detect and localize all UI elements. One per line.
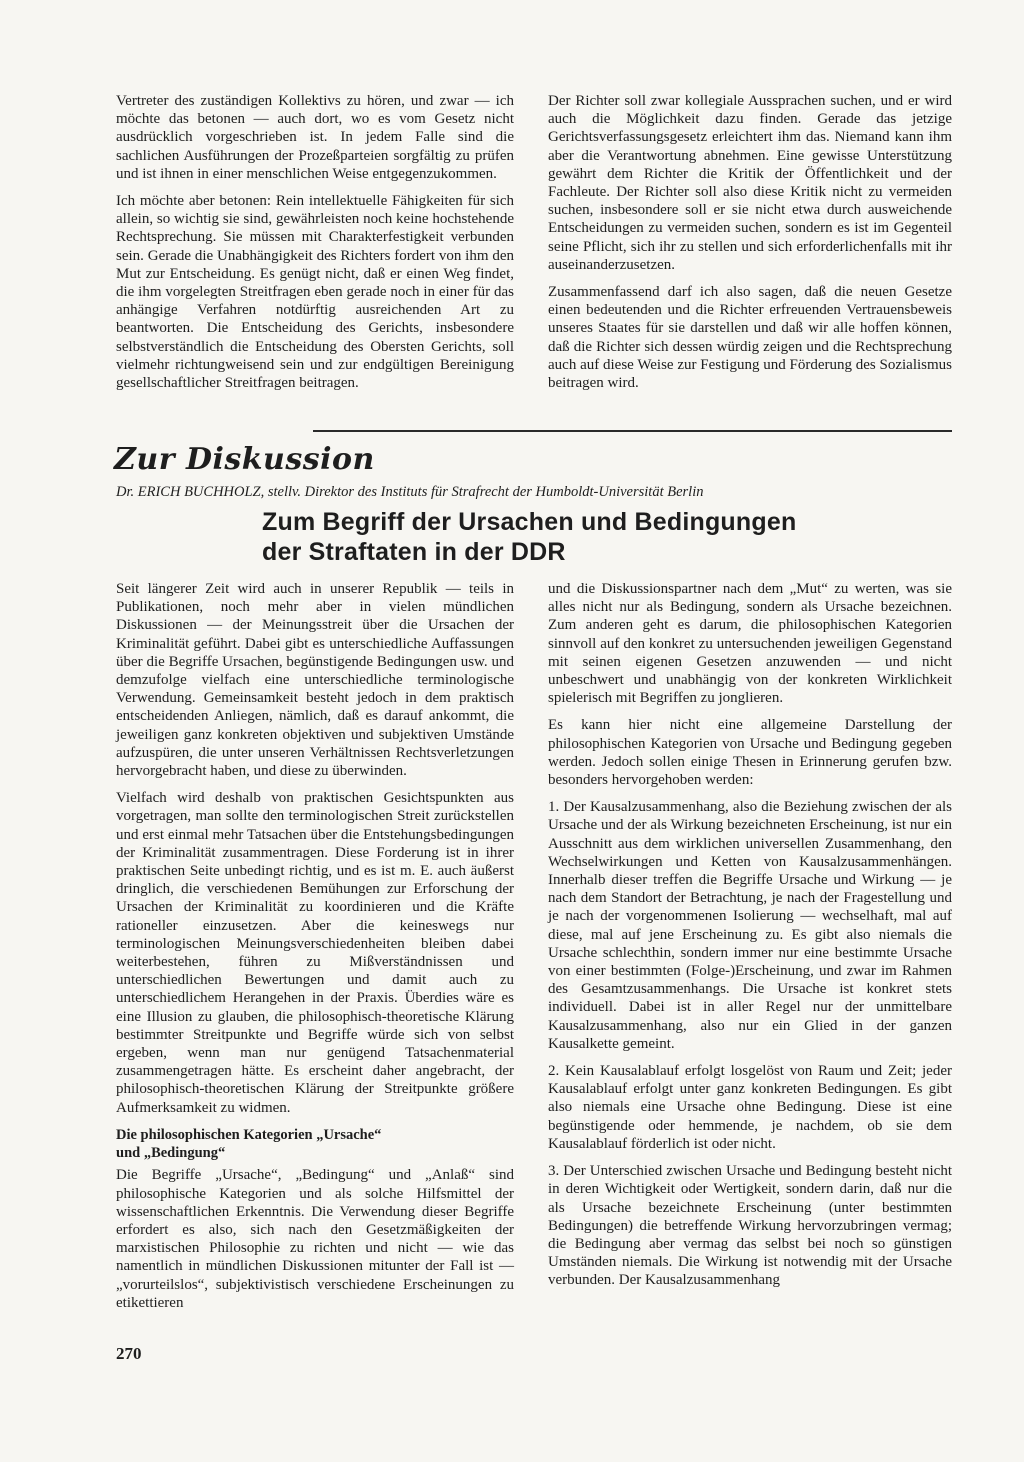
top-right-paragraph-2: Zusammenfassend darf ich also sagen, daß die neuen Gesetze einen bedeutenden und die Richter erfreuenden Vertrauensbeweis unseres Staates für sie darstellen und daß wir alle hoffen können, daß die Richter sich dessen würdig zeigen und die Rechtsprechung auch auf diese Weise zur Festigung und Förderung des Sozialismus beitragen wird. <box>548 284 952 392</box>
article-right-column <box>548 580 952 1299</box>
thesis-3: 3. Der Unterschied zwischen Ursache und Bedingung besteht nicht in deren Wichtigkeit oder Wertigkeit, sondern darin, daß nur die als Ursache bezeichnete Erscheinung (unter bestimmten Bedingungen) die betreffende Wirkung hervorzubringen vermag; die Bedingung aber vermag das selbst bei noch so günstigen Umständen niemals. Die Wirkung ist notwendig mit der Ursache verbunden. Der Kausalzusammenhang <box>548 1163 952 1289</box>
top-left-column <box>116 92 514 401</box>
article-paragraph-3: Die Begriffe „Ursache“, „Bedingung“ und „Anlaß“ sind philosophische Kategorien und als solche Hilfsmittel der wissenschaftlichen Erkenntnis. Die Verwendung dieser Begriffe erfordert es also, sich nach den Gesetzmäßigkeiten der marxistischen Philosophie zu richten und nicht — wie das namentlich in mündlichen Diskussionen mitunter der Fall ist — „vorurteilslos“, subjektivistisch verschiedene Erscheinungen zu etikettieren <box>116 1167 514 1311</box>
section-heading: Zur Diskussion <box>114 442 375 477</box>
top-left-paragraph-2: Ich möchte aber betonen: Rein intellektuelle Fähigkeiten für sich allein, so wichtig sie sind, gewährleisten noch keine hochstehende Rechtsprechung. Sie müssen mit Charakterfestigkeit verbunden sein. Gerade die Unabhängigkeit des Richters fordert von ihm den Mut zur Entscheidung. Es genügt nicht, daß er einen Weg findet, die ihm vorgelegten Streitfragen eben gerade noch in einer für das anhängige Verfahren notdürftig ausreichenden Art zu beantworten. Die Entscheidung des Gerichts, insbesondere selbstverständlich die Entscheidung des Obersten Gerichts, soll vielmehr richtungweisend sein und zur endgültigen Bereinigung gesellschaftlicher Streitfragen beitragen. <box>116 193 514 392</box>
author-byline: Dr. ERICH BUCHHOLZ, stellv. Direktor des Instituts für Strafrecht der Humboldt-Universität Berlin <box>116 484 704 500</box>
article-title <box>262 507 882 567</box>
article-right-paragraph-1: und die Diskussionspartner nach dem „Mut“ zu werten, was sie alles nicht nur als Bedingung, sondern als Ursache bezeichnen. Zum anderen geht es darum, die philosophischen Kategorien sinnvoll auf den konkret zu untersuchenden jeweiligen Gegenstand mit seinen eigenen Gesetzen anzuwenden — und nicht unbeschwert und unabhängig von der konkreten Wirklichkeit spielerisch mit Begriffen zu jonglieren. <box>548 581 952 707</box>
thesis-2: 2. Kein Kausalablauf erfolgt losgelöst von Raum und Zeit; jeder Kausalablauf erfolgt unter ganz konkreten Bedingungen. Es gibt also niemals eine Ursache ohne Bedingung. Diese ist eine begünstigende oder hemmende, je nachdem, ob sie dem Kausalablauf förderlich ist oder nicht. <box>548 1063 952 1152</box>
article-title-line-2: der Straftaten in der DDR <box>262 538 566 566</box>
top-right-column <box>548 92 952 401</box>
article-paragraph-intro: Seit längerer Zeit wird auch in unserer Republik — teils in Publikationen, noch mehr aber in vielen mündlichen Diskussionen — der Meinungsstreit über die Ursachen der Kriminalität geführt. Dabei gibt es unterschiedliche Auffassungen über die Begriffe Ursachen, begünstigende Bedingungen usw. und demzufolge vielfach eine unterschiedliche terminologische Verwendung. Gemeinsamkeit besteht jedoch in dem praktisch entscheidenden Anliegen, nämlich, daß es darauf ankommt, die jeweiligen ganz konkreten objektiven und subjektiven Umstände aufzuspüren, die unter unseren Verhältnissen Rechtsverletzungen hervorgebracht haben, und diese zu überwinden. <box>116 581 514 780</box>
article-subheading <box>116 1126 514 1162</box>
section-divider-rule <box>313 430 952 432</box>
article-title-line-1: Zum Begriff der Ursachen und Bedingungen <box>262 508 797 536</box>
article-right-paragraph-2: Es kann hier nicht eine allgemeine Darstellung der philosophischen Kategorien von Ursache und Bedingung gegeben werden. Jedoch sollen einige Thesen in Erinnerung gerufen bzw. besonders hervorgehoben werden: <box>548 717 952 789</box>
top-right-paragraph-1: Der Richter soll zwar kollegiale Aussprachen suchen, und er wird auch die Möglichkeit dazu finden. Gerade das jetzige Gerichtsverfassungsgesetz erleichtert ihm das. Niemand kann ihm aber die Verantwortung abnehmen. Eine gewisse Unterstützung gewährt dem Richter die Kritik der Öffentlichkeit und der Fachleute. Der Richter soll also diese Kritik nicht zu vermeiden suchen, insbesondere soll er sie nicht etwa durch ausweichende Entscheidungen zu vermeiden suchen, sondern es ist im Gegenteil seine Pflicht, sich ihr zu stellen und sich erforderlichenfalls mit ihr auseinanderzusetzen. <box>548 93 952 273</box>
article-subheading-line-2: und „Bedingung“ <box>116 1145 226 1162</box>
article-subheading-line-1: Die philosophischen Kategorien „Ursache“ <box>116 1126 382 1143</box>
page-number: 270 <box>116 1344 142 1363</box>
top-left-paragraph-1: Vertreter des zuständigen Kollektivs zu hören, und zwar — ich möchte das betonen — auch dort, wo es vom Gesetz nicht ausdrücklich vorgeschrieben ist. In jedem Falle sind die sachlichen Ausführungen der Prozeßparteien sorgfältig zu prüfen und ist ihnen in einer menschlichen Weise entgegenzukommen. <box>116 93 514 182</box>
article-paragraph-2: Vielfach wird deshalb von praktischen Gesichtspunkten aus vorgetragen, man sollte den terminologischen Streit zurückstellen und erst einmal mehr Tatsachen über die Entstehungsbedingungen der Kriminalität zusammentragen. Diese Forderung ist in ihrer praktischen Seite unbedingt richtig, und es ist m. E. auch äußerst dringlich, die verschiedenen Bemühungen zur Erforschung der Ursachen der Kriminalität zu koordinieren und die Kräfte rationeller einzusetzen. Aber die keineswegs nur terminologischen Meinungsverschiedenheiten bleiben dabei weiterbestehen, führen zu Mißverständnissen und unterschiedlichen Bewertungen und damit auch zu unterschiedlichem Herangehen in der Praxis. Überdies wäre es eine Illusion zu glauben, die philosophisch-theoretische Klärung bestimmter Streitpunkte und Begriffe würde sich von selbst ergeben, wenn man nur genügend Tatsachenmaterial zusammengetragen hätte. Es erscheint daher angebracht, der philosophisch-theoretischen Klärung der Streitpunkte größere Aufmerksamkeit zu widmen. <box>116 790 514 1116</box>
article-left-column <box>116 580 514 1321</box>
thesis-1: 1. Der Kausalzusammenhang, also die Beziehung zwischen der als Ursache und der als Wirkung bezeichneten Erscheinung, ist nur ein Ausschnitt aus dem wirklichen universellen Zusammenhang, den Wechselwirkungen und Ketten von Kausalzusammenhängen. Innerhalb dieser treffen die Begriffe Ursache und Wirkung — je nach dem Standort der Betrachtung, je nach der Fragestellung und je nach der vorgenommenen Isolierung — wechselhaft, mal auf diese, mal auf jene Erscheinung zu. Es gibt also niemals die Ursache schlechthin, sondern immer nur eine bestimmte Ursache von einer bestimmten (Folge-)Erscheinung, und zwar im Rahmen des Gesamtzusammenhangs. Die Ursache ist konkret stets individuell. Dabei ist in aller Regel nur der unmittelbare Kausalzusammenhang, also nur ein Glied in der ganzen Kausalkette gemeint. <box>548 799 952 1052</box>
